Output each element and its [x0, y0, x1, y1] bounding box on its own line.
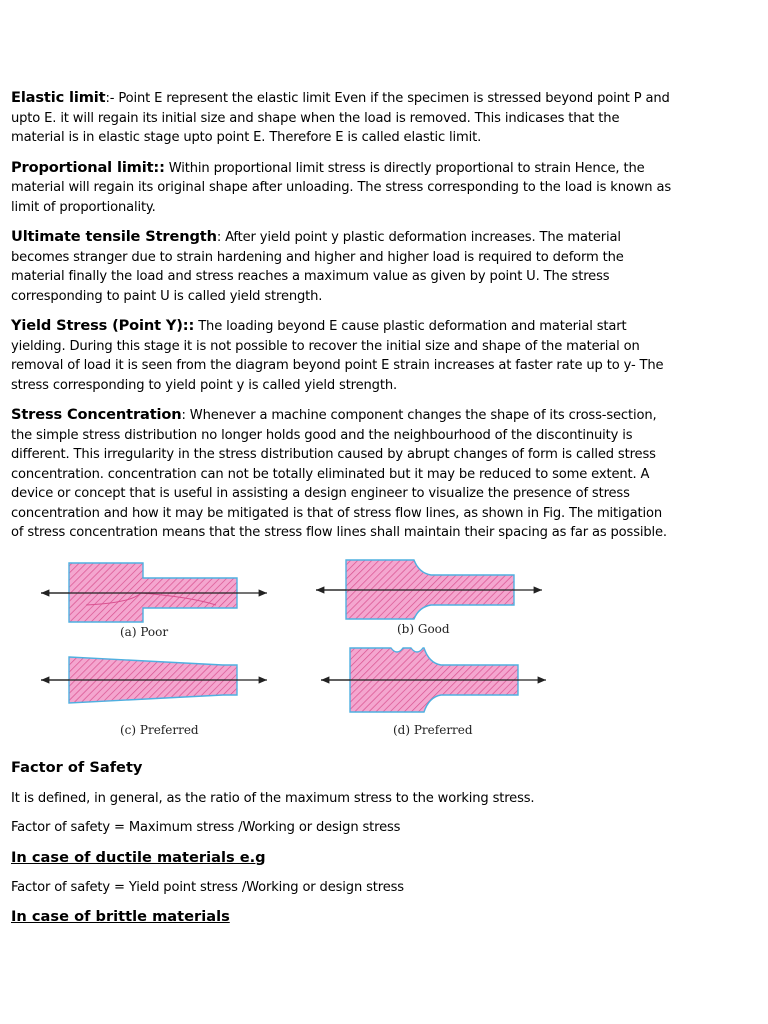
ultimate-strength-paragraph — [11, 227, 676, 306]
caption-b: (b) Good — [397, 621, 450, 636]
stress-concentration-paragraph — [11, 405, 676, 543]
factor-of-safety-title: Factor of Safety — [11, 758, 143, 776]
stress-flow-figure — [11, 553, 585, 749]
figure-d-preferred — [321, 648, 546, 712]
figure-b-good — [316, 560, 542, 619]
elastic-limit-text: :- Point E represent the elastic limit Even if the specimen is stressed beyond point P and upto E. it will regain its initial size and shape when the load is removed. This indicases that the material is in elastic stage upto point E. Therefore E is called elastic limit. — [11, 91, 670, 145]
stress-flow-diagram — [11, 553, 585, 749]
figure-c-preferred — [41, 657, 267, 703]
stress-concentration-text: : Whenever a machine component changes the shape of its cross-section, the simple stress distribution no longer holds good and the neighbourhood of the discontinuity is different. This irregularity in the stress distribution caused by abrupt changes of form is called stress concentration. concentration can not be totally eliminated but it may be reduced to some extent. A device or concept that is useful in assisting a design engineer to visualize the presence of stress concentration and how it may be mitigated is that of stress flow lines, as shown in Fig. The mitigation of stress concentration means that the stress flow lines shall maintain their spacing as far as possible. — [11, 408, 667, 540]
proportional-limit-text: Within proportional limit stress is directly proportional to strain Hence, the material will regain its original shape after unloading. The stress corresponding to the load is known as limit of proportionality. — [11, 160, 671, 215]
proportional-limit-heading: Proportional limit:: — [11, 158, 165, 176]
caption-a: (a) Poor — [120, 624, 169, 639]
ductile-formula: Factor of safety = Yield point stress /Working or design stress — [11, 879, 404, 895]
proportional-limit-paragraph — [11, 158, 676, 218]
ultimate-strength-heading: Ultimate tensile Strength — [11, 228, 217, 245]
elastic-limit-heading: Elastic limit — [11, 89, 106, 106]
fos-formula: Factor of safety = Maximum stress /Working or design stress — [11, 820, 401, 835]
figure-a-poor — [41, 563, 267, 622]
caption-d: (d) Preferred — [393, 722, 473, 737]
yield-stress-text: The loading beyond E cause plastic deformation and material start yielding. During this stage it is not possible to recover the initial size and shape of the material on removal of load it is seen from the diagram beyond point E strain increases at faster rate up to y- The stress corresponding to yield point y is called yield strength. — [11, 319, 664, 393]
elastic-limit-paragraph — [11, 88, 676, 148]
stress-concentration-heading: Stress Concentration — [11, 406, 182, 423]
ductile-heading: In case of ductile materials e.g — [11, 848, 266, 866]
brittle-heading: In case of brittle materials — [11, 908, 230, 925]
yield-stress-heading: Yield Stress (Point Y):: — [11, 317, 195, 334]
fos-definition: It is defined, in general, as the ratio of the maximum stress to the working stress. — [11, 790, 535, 806]
ultimate-strength-text: : After yield point y plastic deformation increases. The material becomes stranger due to strain hardening and higher and higher load is required to deform the material finally the load and stress reaches a maximum value as given by point U. The stress corresponding to paint U is called yield strength. — [11, 230, 624, 304]
document-page — [11, 88, 676, 937]
yield-stress-paragraph — [11, 316, 676, 395]
caption-c: (c) Preferred — [120, 722, 199, 737]
